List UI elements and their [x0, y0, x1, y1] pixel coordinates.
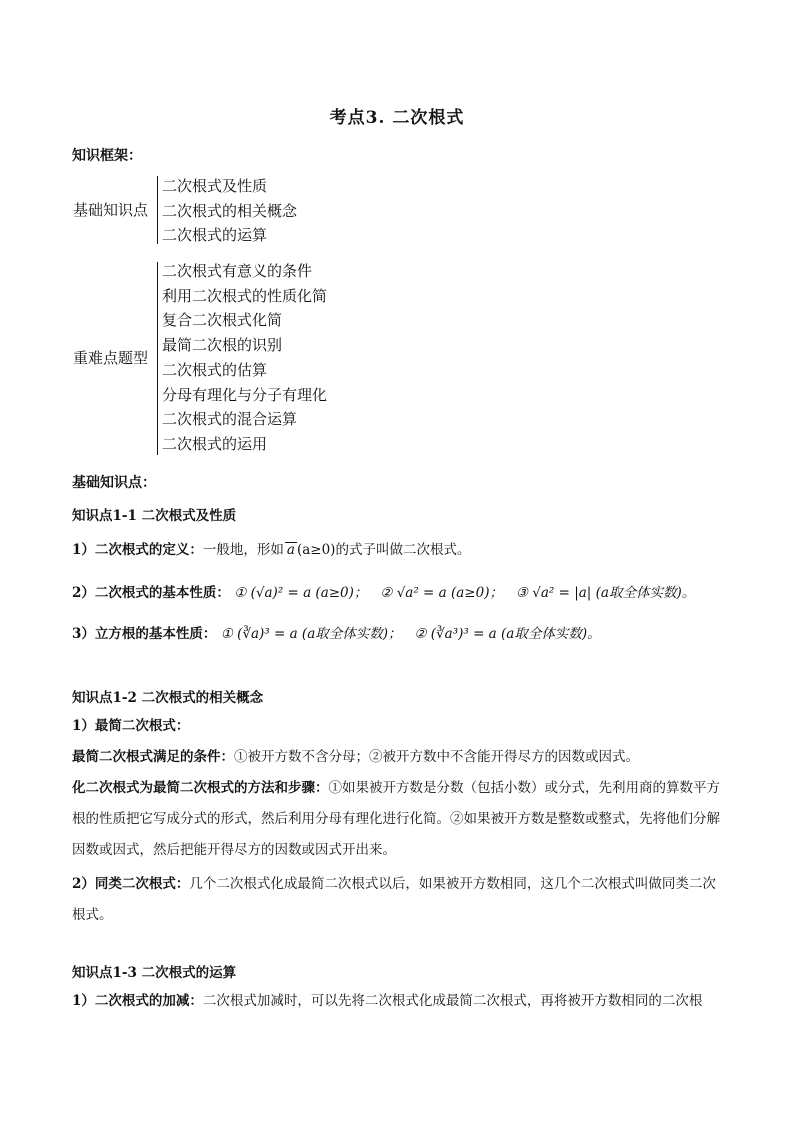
tree-basics-label: 基础知识点 [73, 201, 149, 219]
cube-root-property-1: ① (∛a)³ = a (a取全体实数)； [220, 626, 402, 642]
section-heading: 知识点1-1 二次根式及性质 [72, 508, 237, 524]
simplest-label: 1）最简二次根式： [72, 718, 190, 734]
tree-key-item: 二次根式的运用 [162, 434, 268, 453]
tree-basics-list [162, 174, 297, 248]
properties-line [72, 578, 695, 609]
page-title: 考点3. 二次根式 [329, 108, 465, 128]
definition-line [72, 535, 470, 566]
tree-basics-item: 二次根式的运算 [162, 226, 268, 245]
method-label: 化二次根式为最简二次根式的方法和步骤： [72, 780, 329, 796]
method-paragraph [72, 773, 724, 866]
addition-line [72, 986, 702, 1017]
similar-radicals-text: 几个二次根式化成最简二次根式以后，如果被开方数相同，这几个二次根式叫做同类二次根式。 [72, 876, 716, 923]
addition-label: 1）二次根式的加减： [72, 993, 203, 1009]
tree-key-item: 分母有理化与分子有理化 [162, 385, 328, 404]
conditions-line [72, 742, 639, 773]
tree-key-item: 二次根式的估算 [162, 360, 268, 379]
section-heading: 知识点1-3 二次根式的运算 [72, 965, 237, 981]
tree-key-item: 利用二次根式的性质化简 [162, 286, 328, 305]
section-heading: 知识点1-2 二次根式的相关概念 [72, 690, 264, 706]
addition-text: 二次根式加减时，可以先将二次根式化成最简二次根式，再将被开方数相同的二次根 [202, 993, 703, 1009]
tree-basics-brace [157, 176, 158, 244]
definition-label: 1）二次根式的定义： [72, 542, 203, 558]
definition-text-b: (a≥0)的式子叫做二次根式。 [296, 542, 471, 558]
similar-radicals-label: 2）同类二次根式： [72, 876, 190, 892]
tree-key-item: 最简二次根的识别 [162, 336, 283, 355]
tree-key-item: 复合二次根式化简 [162, 311, 283, 330]
properties-label: 2）二次根式的基本性质： [72, 585, 230, 601]
definition-text-a: 一般地，形如 [202, 542, 284, 558]
sqrt-symbol: a [286, 542, 295, 558]
tree-key-label: 重难点题型 [73, 349, 149, 367]
method-text: ①如果被开方数是分数（包括小数）或分式，先利用商的算数平方根的性质把它写成分式的形式，然后利用分母有理化进行化简。②如果被开方数是整数或整式，先将他们分解因数或因式，然后把能开得尽方的因数或因式开出来。 [72, 780, 720, 858]
tree-key-list [162, 259, 327, 457]
property-1: ① (√a)² = a (a≥0)； [234, 585, 368, 601]
similar-radicals-paragraph [72, 869, 724, 931]
tree-key-item: 二次根式的混合运算 [162, 410, 298, 429]
property-2: ② √a² = a (a≥0)； [380, 585, 503, 601]
conditions-label: 最简二次根式满足的条件： [72, 749, 234, 765]
tree-key-item: 二次根式有意义的条件 [162, 262, 313, 280]
property-3: ③ √a² = |a| (a取全体实数)。 [515, 585, 696, 601]
cube-root-line [72, 619, 601, 650]
framework-heading: 知识框架： [72, 148, 142, 164]
tree-basics-item: 二次根式的相关概念 [162, 201, 298, 220]
tree-key-brace [157, 262, 158, 455]
basics-heading: 基础知识点： [72, 475, 156, 491]
cube-root-property-2: ② (∛a³)³ = a (a取全体实数)。 [414, 626, 601, 642]
cube-root-label: 3）立方根的基本性质： [72, 626, 217, 642]
conditions-text: ①被开方数不含分母；②被开方数中不含能开得尽方的因数或因式。 [234, 749, 639, 765]
tree-basics-item: 二次根式及性质 [162, 177, 268, 195]
